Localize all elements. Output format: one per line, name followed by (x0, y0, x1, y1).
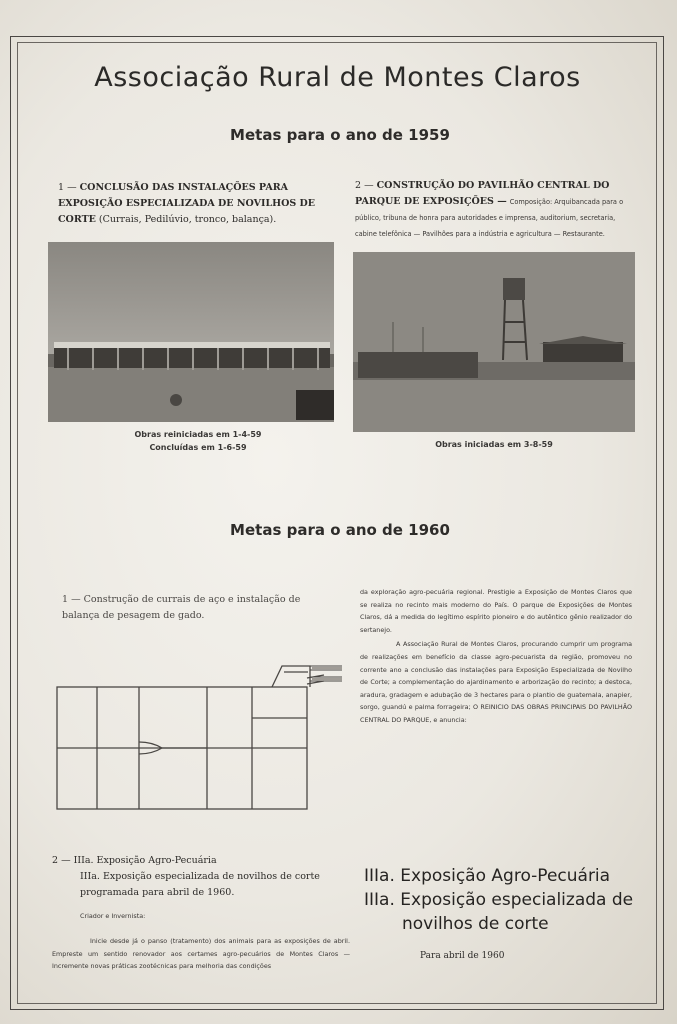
plan-lines (57, 666, 324, 809)
goal-1960-right-text (360, 586, 632, 727)
photo-corral (48, 242, 334, 422)
caption-line-2: Concluídas em 1-6-59 (149, 443, 247, 452)
right-paragraph-2: A Associação Rural de Montes Claros, procurando cumprir um programa de realizações em benefício da classe agro-pecuarista da região, promoveu no corrente ano a conclusão das instalações para Exposição Especializada de Novilho de Corte; a complementação do ajardinamento e arborização do recinto; a destoca, aradura, gradagem e adubação de 3 hectares para o plantio de guatemala, anapier, sorgo, guandú e palma forrageira; O REINICIO DAS OBRAS PRINCIPAIS DO PAVILHÃO CENTRAL DO PARQUE, e anuncia: (360, 640, 632, 724)
breeder-text: Inicie desde já o panso (tratamento) dos animais para as exposições de abril. Empreste um sentido renovador aos certames agro-pecuários de Montes Claros — Incremente novas práticas zootécnicas para melhoria das condições (52, 937, 350, 971)
item-title: CONCLUSÃO DAS INSTALAÇÕES PARA EXPOSIÇÃO ESPECIALIZADA DE NOVILHOS DE CORTE (58, 182, 316, 225)
item-detail: Composição: Arquibancada para o público, tribuna de honra para autoridades e imprensa, auditorium, secretaria, cabine telefônica — Pavilhões para a indústria e agricultura — Restaurante. (355, 198, 624, 238)
announce-date: Para abril de 1960 (420, 951, 505, 961)
heading-1960: Metas para o ano de 1960 (230, 521, 450, 539)
item-2-line-2: IIIa. Exposição especializada de novilhos de corte programada para abril de 1960. (80, 871, 320, 898)
photo-pavilion-caption: Obras iniciadas em 3-8-59 (435, 440, 553, 449)
item-2-line-1: 2 — IIIa. Exposição Agro-Pecuária (52, 855, 217, 866)
poster-title: Associação Rural de Montes Claros (94, 62, 581, 93)
heading-1959: Metas para o ano de 1959 (230, 126, 450, 144)
goal-1960-item-1: 1 — Construção de currais de aço e instalação de balança de pesagem de gado. (62, 594, 301, 621)
item-detail: (Currais, Pedilúvio, tronco, balança). (98, 214, 277, 225)
right-paragraph-1: da exploração agro-pecuária regional. Prestigie a Exposição de Montes Claros que se realiza no recinto mais moderno do País. O parque de Exposições de Montes Claros, dá a medida do legítimo espírito pioneiro e do autêntico gênio realizador do sertanejo. (360, 588, 632, 634)
goal-1959-item-2 (355, 178, 635, 242)
corral-floor-plan (52, 658, 352, 818)
announce-line-1: IIIa. Exposição Agro-Pecuária (364, 866, 611, 886)
pavilion-photo-image (353, 252, 635, 432)
photo-pavilion-construction (353, 252, 635, 432)
item-number: 1 — (58, 182, 77, 193)
item-title: CONSTRUÇÃO DO PAVILHÃO CENTRAL DO PARQUE DE EXPOSIÇÕES — (355, 180, 610, 207)
announcement-block (364, 864, 654, 936)
announce-line-2: IIIa. Exposição especializada de (364, 890, 634, 910)
goal-1959-item-1 (58, 180, 340, 228)
breeder-label: Criador e Invernista: (80, 912, 146, 920)
photo-corral-caption (48, 428, 348, 454)
announce-line-3: novilhos de corte (402, 914, 549, 934)
item-number: 2 — (355, 180, 374, 191)
corral-photo-image (48, 242, 334, 422)
caption-line-1: Obras reiniciadas em 1-4-59 (134, 430, 262, 439)
goal-1960-item-2 (52, 853, 352, 901)
